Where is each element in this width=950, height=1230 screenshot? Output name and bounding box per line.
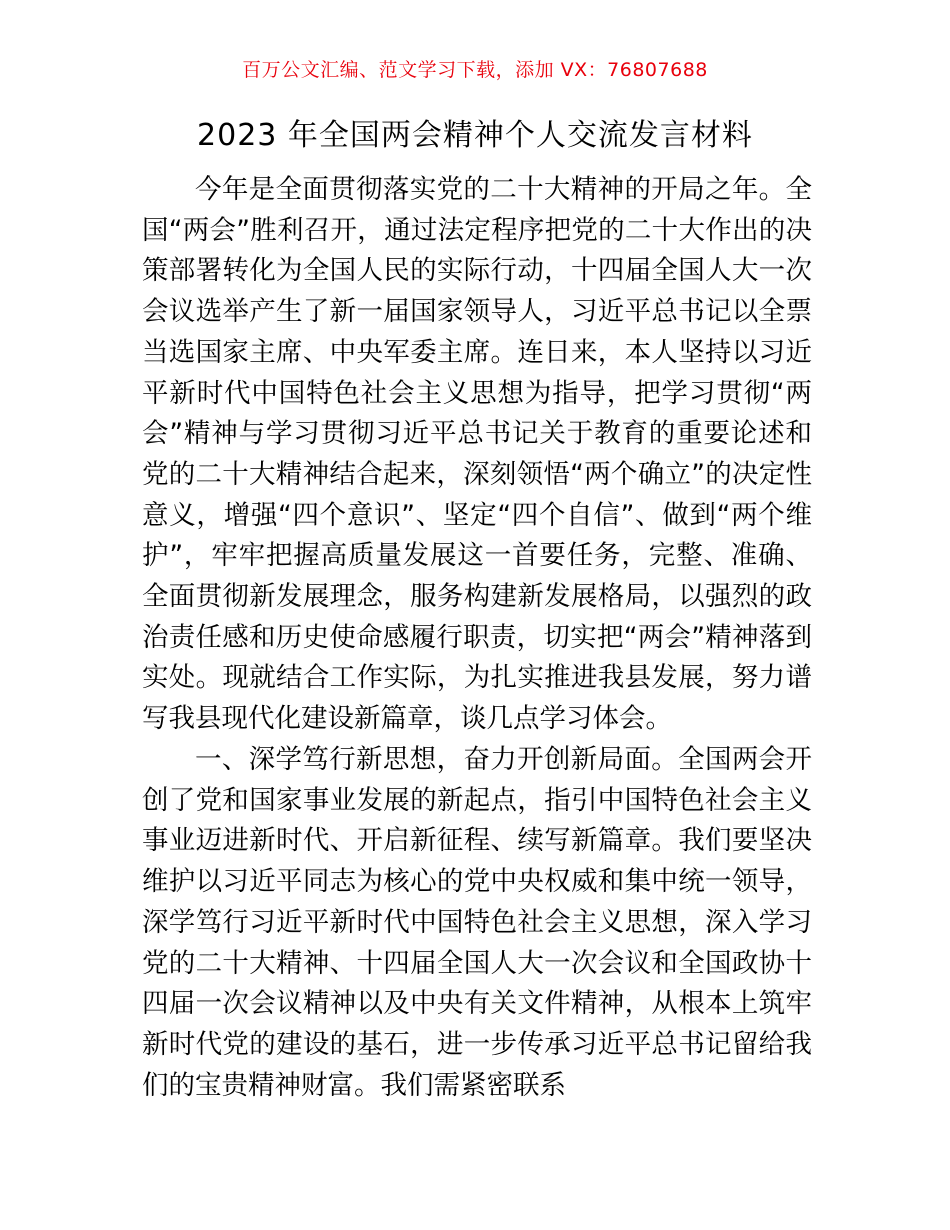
document-title: 2023 年全国两会精神个人交流发言材料 (197, 118, 753, 153)
body-paragraph-intro: 今年是全面贯彻落实党的二十大精神的开局之年。全国“两会”胜利召开，通过法定程序把党的二十大作出的决策部署转化为全国人民的实际行动，十四届全国人大一次会议选举产生了新一届国家领导人，习近平总书记以全票当选国家主席、中央军委主席。连日来，本人坚持以习近平新时代中国特色社会主义思想为指导，把学习贯彻“两会”精神与学习贯彻习近平总书记关于教育的重要论述和党的二十大精神结合起来，深刻领悟“两个确立”的决定性意义，增强“四个意识”、坚定“四个自信”、做到“两个维护”，牢牢把握高质量发展这一首要任务，完整、准确、全面贯彻新发展理念，服务构建新发展格局，以强烈的政治责任感和历史使命感履行职责，切实把“两会”精神落到实处。现就结合工作实际，为扎实推进我县发展，努力谱写我县现代化建设新篇章，谈几点学习体会。 (142, 174, 812, 735)
body-paragraph-section-1: 一、深学笃行新思想，奋力开创新局面。全国两会开创了党和国家事业发展的新起点，指引中国特色社会主义事业迈进新时代、开启新征程、续写新篇章。我们要坚决维护以习近平同志为核心的党中央权威和集中统一领导，深学笃行习近平新时代中国特色社会主义思想，深入学习党的二十大精神、十四届全国人大一次会议和全国政协十四届一次会议精神以及中央有关文件精神，从根本上筑牢新时代党的建设的基石，进一步传承习近平总书记留给我们的宝贵精神财富。我们需紧密联系 (142, 744, 812, 1101)
watermark-header-note: 百万公文汇编、范文学习下载，添加 VX：76807688 (242, 59, 708, 81)
